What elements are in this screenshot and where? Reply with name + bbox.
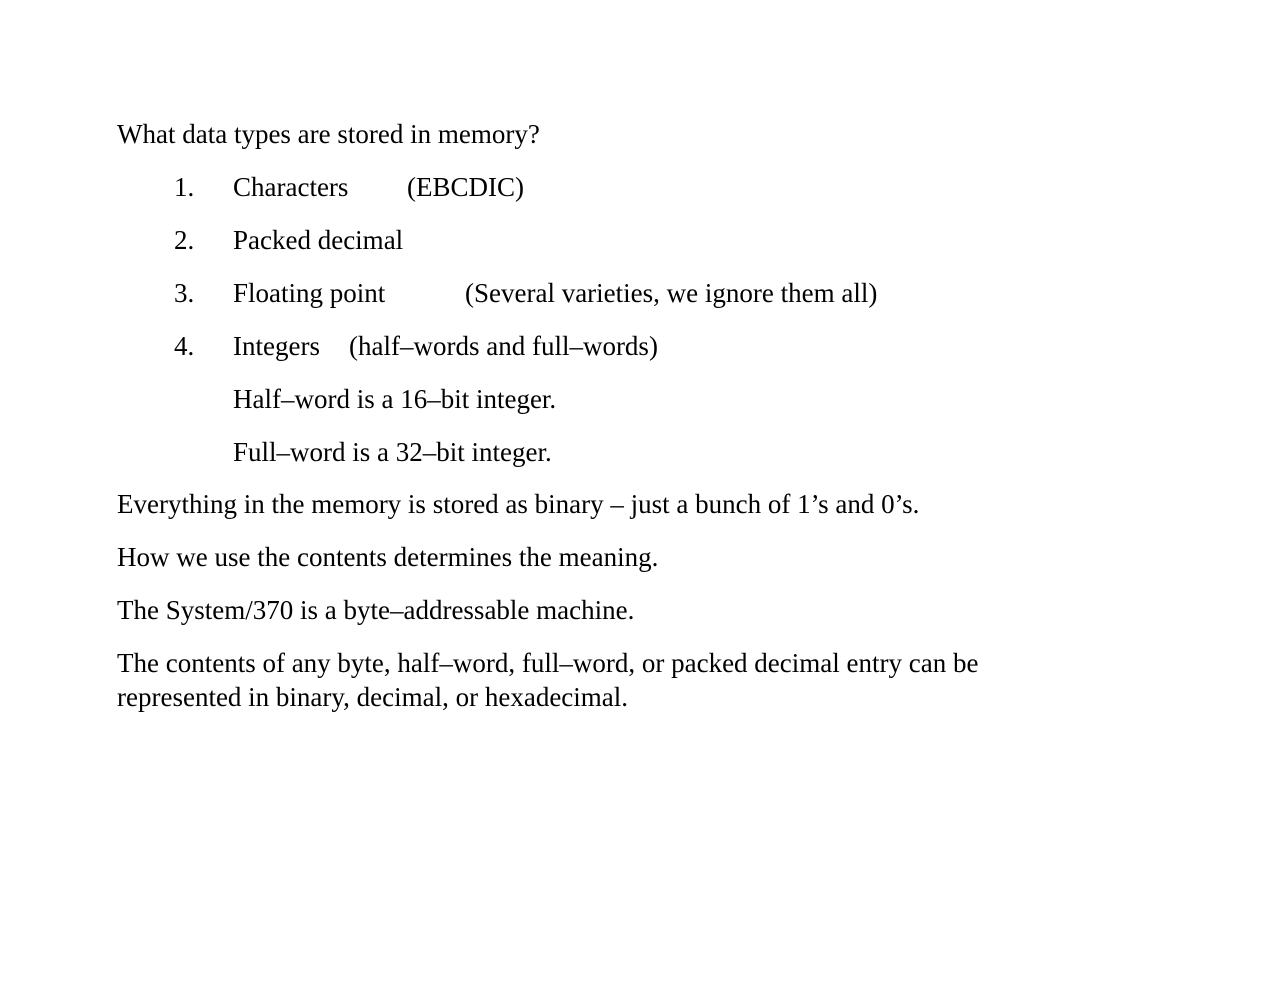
statement-byte-addressable: The System/370 is a byte–addressable machine. (117, 595, 635, 625)
list-label: Packed decimal (233, 225, 404, 255)
closing-line-2: represented in binary, decimal, or hexadecimal. (117, 682, 629, 712)
list-number: 1. (174, 172, 195, 202)
list-note: (half–words and full–words) (349, 331, 658, 361)
question-heading: What data types are stored in memory? (117, 119, 540, 149)
list-number: 2. (174, 225, 195, 255)
list-label: Characters (233, 172, 349, 202)
list-number: 4. (174, 331, 195, 361)
list-number: 3. (174, 278, 195, 308)
statement-binary: Everything in the memory is stored as binary – just a bunch of 1’s and 0’s. (117, 489, 920, 519)
statement-meaning: How we use the contents determines the meaning. (117, 542, 659, 572)
list-label: Floating point (233, 278, 386, 308)
subpoint-half-word: Half–word is a 16–bit integer. (233, 384, 557, 414)
list-note: (EBCDIC) (407, 172, 524, 202)
list-note: (Several varieties, we ignore them all) (465, 278, 878, 308)
closing-line-1: The contents of any byte, half–word, full–word, or packed decimal entry can be (117, 648, 979, 678)
list-label: Integers (233, 331, 320, 361)
subpoint-full-word: Full–word is a 32–bit integer. (233, 437, 552, 467)
